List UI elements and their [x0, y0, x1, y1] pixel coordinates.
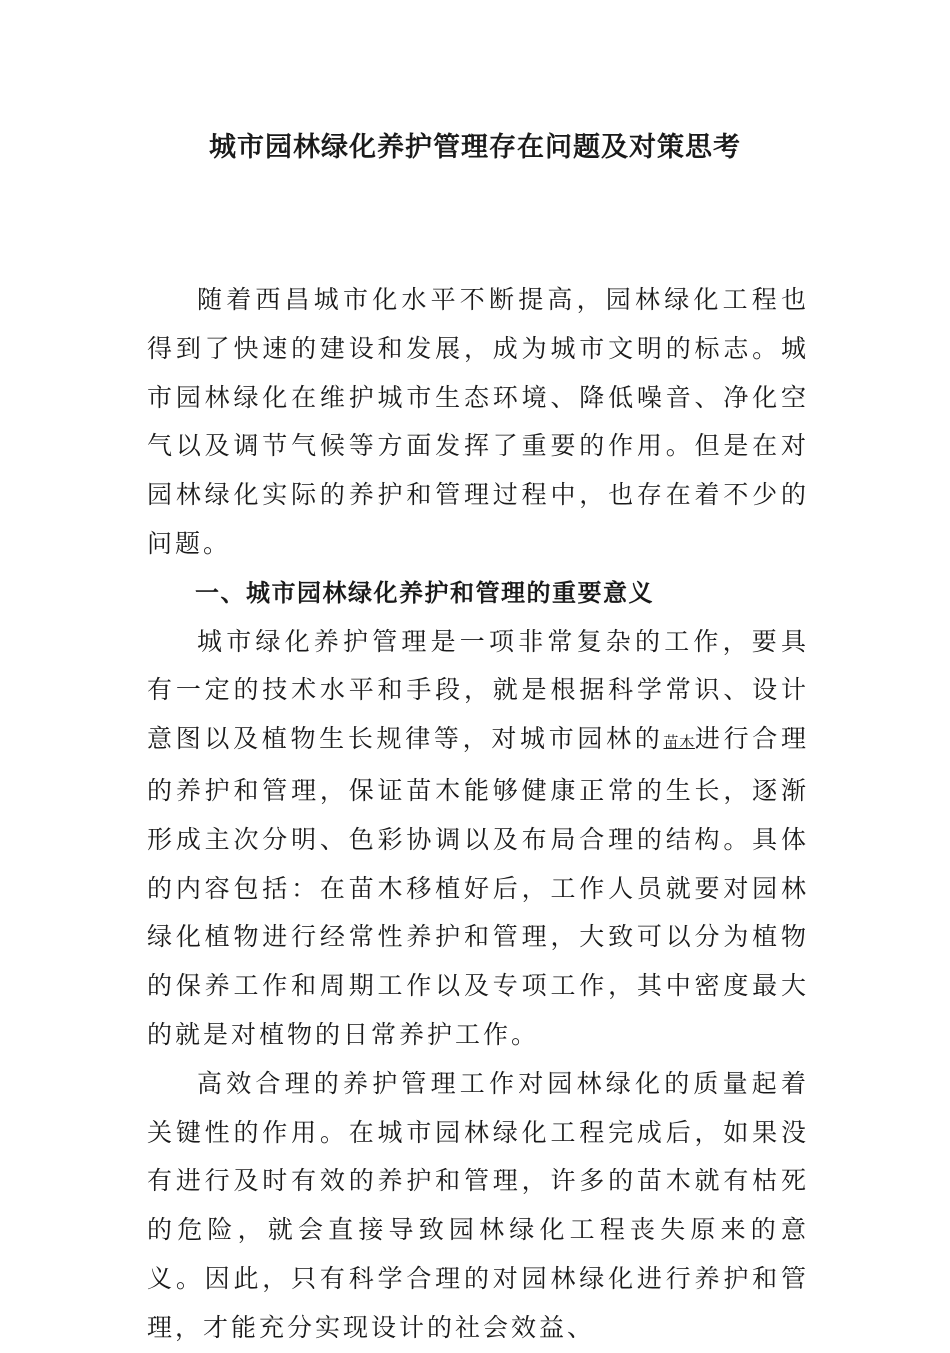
paragraph-intro: 随着西昌城市化水平不断提高，园林绿化工程也得到了快速的建设和发展，成为城市文明的标志。城市园林绿化在维护城市生态环境、降低噪音、净化空气以及调节气候等方面发挥了重要的作用。但是在对园林绿化实际的养护和管理过程中，也存在着不少的问题。	[147, 285, 809, 558]
seedlings-link[interactable]: 苗木	[663, 733, 695, 752]
paragraph-text-before-link: 城市绿化养护管理是一项非常复杂的工作，要具有一定的技术水平和手段，就是根据科学常识、设计意图以及植物生长规律等，对城市园林的	[147, 626, 809, 754]
paragraph-section1-b: 高效合理的养护管理工作对园林绿化的质量起着关键性的作用。在城市园林绿化工程完成后，如果没有进行及时有效的养护和管理，许多的苗木就有枯死的危险，就会直接导致园林绿化工程丧失原来的意义。因此，只有科学合理的对园林绿化进行养护和管理，才能充分实现设计的社会效益、	[147, 1068, 809, 1342]
paragraph-text-after-link: 进行合理的养护和管理，保证苗木能够健康正常的生长，逐渐形成主次分明、色彩协调以及布局合理的结构。具体的内容包括：在苗木移植好后，工作人员就要对园林绿化植物进行经常性养护和管理，大致可以分为植物的保养工作和周期工作以及专项工作，其中密度最大的就是对植物的日常养护工作。	[147, 724, 809, 1049]
document-title: 城市园林绿化养护管理存在问题及对策思考	[209, 132, 741, 163]
document-body	[147, 276, 809, 1353]
section-heading-1: 一、城市园林绿化养护和管理的重要意义	[195, 578, 654, 607]
paragraph-section1-a	[147, 618, 809, 1060]
